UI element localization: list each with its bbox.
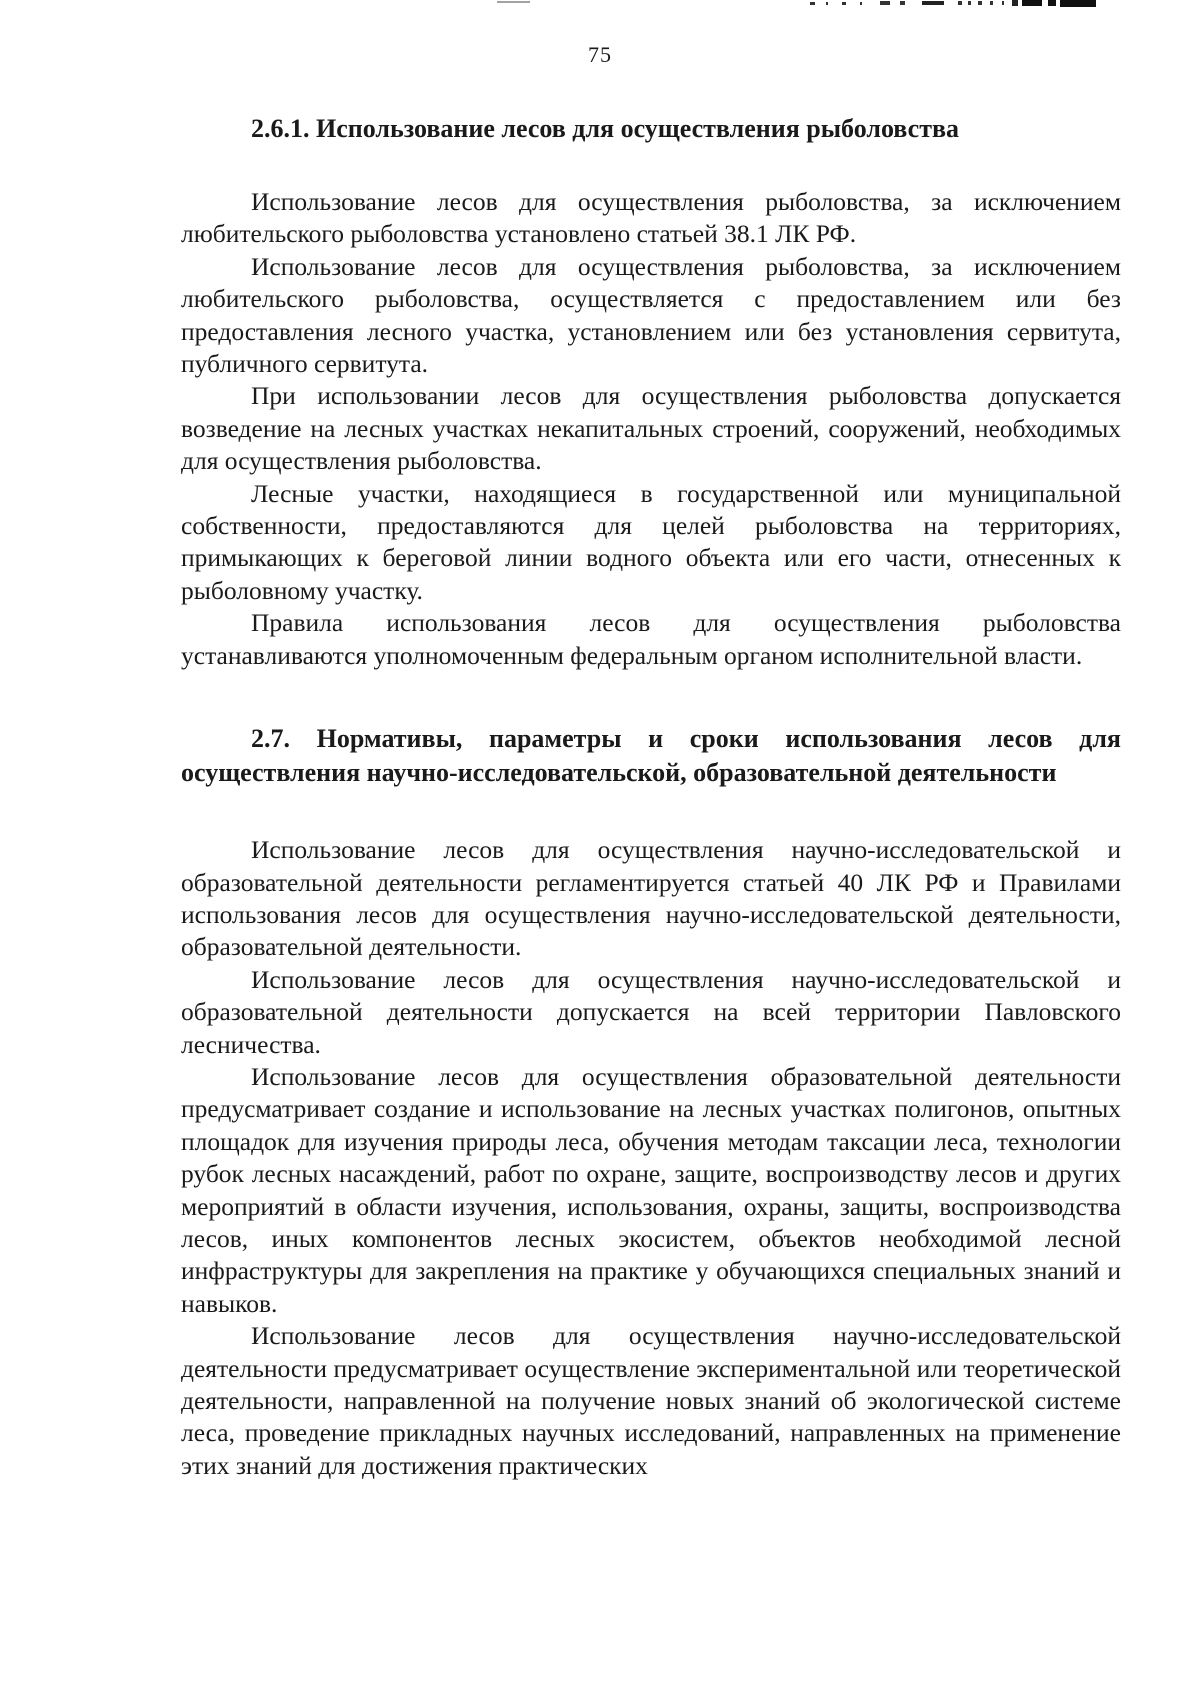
paragraph: При использовании лесов для осуществления рыболовства допускается возведение на лесных участках некапитальных строений, сооружений, необходимых для осуществления рыболовства. [181,381,1121,476]
paragraph: Использование лесов для осуществления научно-исследовательской и образовательной деятельности допускается на всей территории Павловского лесничества. [181,964,1121,1059]
section-heading-fishing: 2.6.1. Использование лесов для осуществления рыболовства [251,114,960,143]
section-heading-research: 2.7. Нормативы, параметры и сроки использования лесов для осуществления научно-исследовательской, образовательной деятельности [181,724,1121,788]
paragraph: Правила использования лесов для осуществления рыболовства устанавливаются уполномоченным федеральным органом исполнительной власти. [181,608,1121,670]
paragraph: Использование лесов для осуществления научно-исследовательской деятельности предусматривает осуществление экспериментальной или теоретической деятельности, направленной на получение новых знаний об экологической системе леса, проведение прикладных научных исследований, направленных на применение этих знаний для достижения практических [181,1321,1121,1480]
page-number: 75 [588,42,612,67]
paragraph: Лесные участки, находящиеся в государственной или муниципальной собственности, предоставляются для целей рыболовства на территориях, примыкающих к береговой линии водного объекта или его части, отнесенных к рыболовному участку. [181,478,1121,605]
paragraph: Использование лесов для осуществления рыболовства, за исключением любительского рыболовства установлено статьей 38.1 ЛК РФ. [181,187,1121,249]
scan-artifact-marks [0,0,1200,14]
paragraph: Использование лесов для осуществления рыболовства, за исключением любительского рыболовства, осуществляется с предоставлением или без предоставления лесного участка, установлением или без установления сервитута, публичного сервитута. [181,251,1121,379]
paragraph: Использование лесов для осуществления образовательной деятельности предусматривает создание и использование на лесных участках полигонов, опытных площадок для изучения природы леса, обучения методам таксации леса, технологии рубок лесных насаждений, работ по охране, защите, воспроизводству лесов и других мероприятий в области изучения, использования, охраны, защиты, воспроизводства лесов, иных компонентов лесных экосистем, объектов необходимой лесной инфраструктуры для закрепления на практике у обучающихся специальных знаний и навыков. [181,1061,1121,1318]
paragraph: Использование лесов для осуществления научно-исследовательской и образовательной деятельности регламентируется статьей 40 ЛК РФ и Правилами использования лесов для осуществления научно-исследовательской деятельности, образовательной деятельности. [181,835,1121,962]
document-body [181,112,1121,1482]
